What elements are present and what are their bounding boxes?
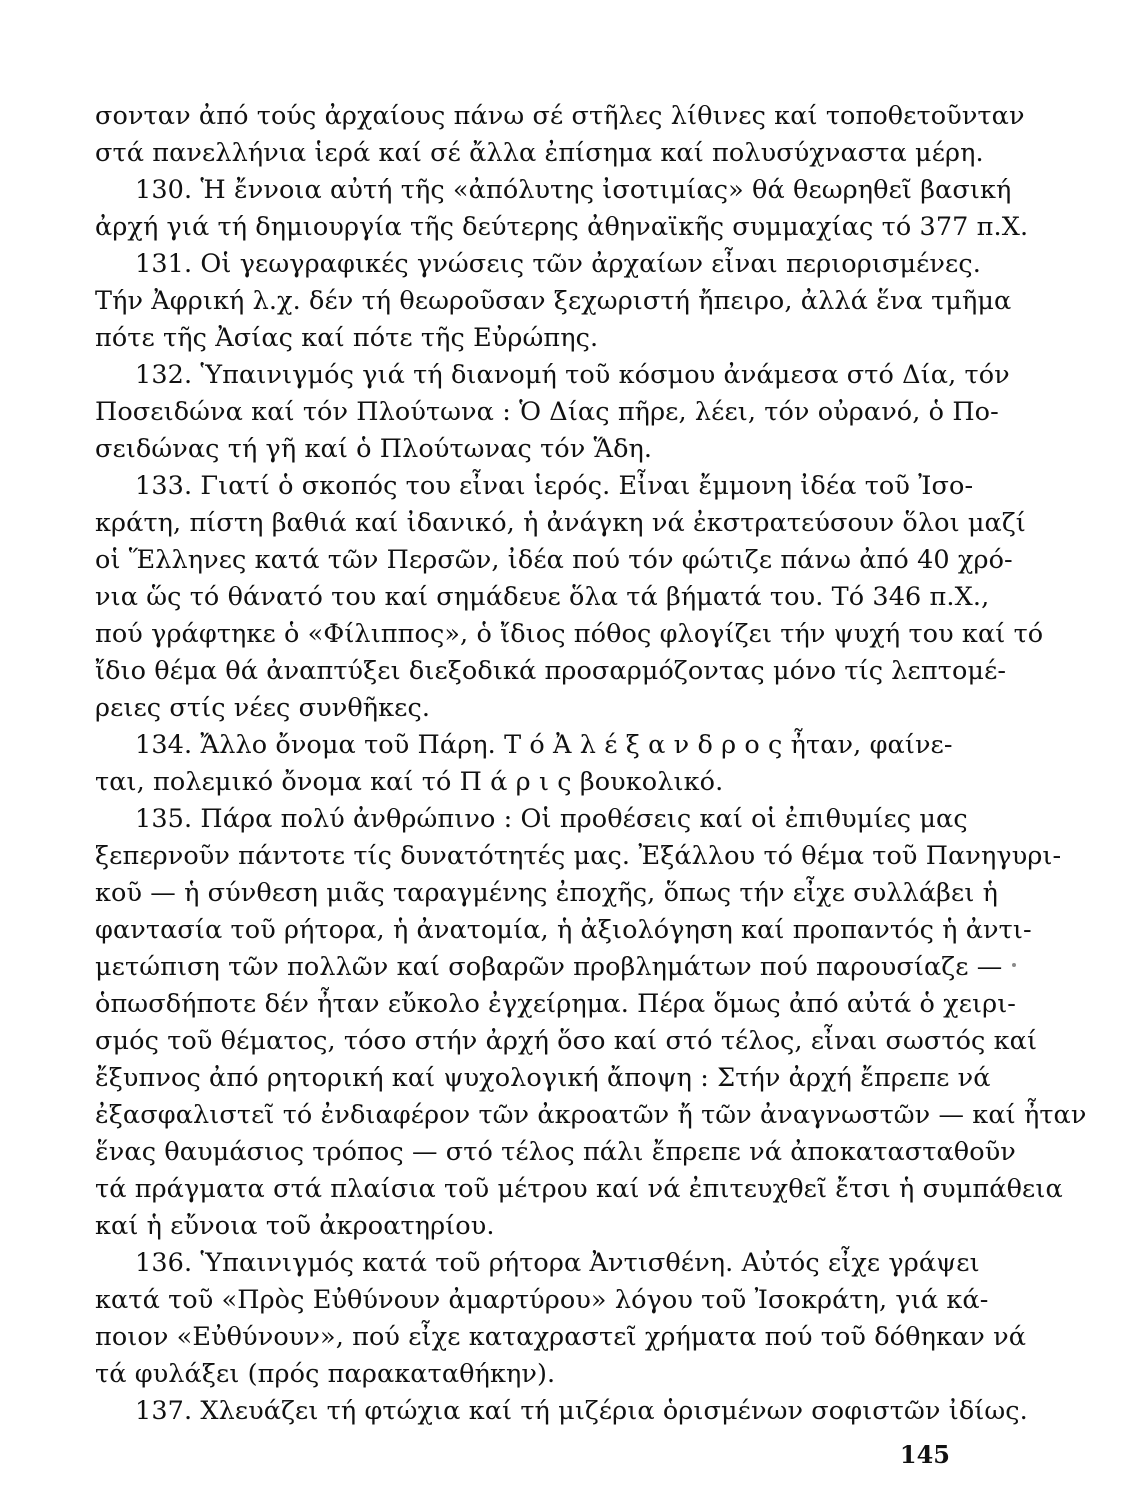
- text-line: στά πανελλήνια ἱερά καί σέ ἄλλα ἐπίσημα καί πολυσύχναστα μέρη.: [95, 138, 984, 168]
- text-line: σμός τοῦ θέματος, τόσο στήν ἀρχή ὅσο καί στό τέλος, εἶναι σωστός καί: [95, 1026, 1038, 1056]
- note-136: 136. Ὑπαινιγμός κατά τοῦ ρήτορα Ἀντισθένη. Αὐτός εἶχε γράψει: [135, 1248, 980, 1278]
- page-number: 145: [899, 1440, 950, 1469]
- text-line: κοῦ — ἡ σύνθεση μιᾶς ταραγμένης ἐποχῆς, ὅπως τήν εἶχε συλλάβει ἡ: [95, 878, 999, 908]
- text-line: πού γράφτηκε ὁ «Φίλιππος», ὁ ἴδιος πόθος φλογίζει τήν ψυχή του καί τό: [95, 619, 1044, 649]
- text-line: οἱ Ἕλληνες κατά τῶν Περσῶν, ἰδέα πού τόν φώτιζε πάνω ἀπό 40 χρό-: [95, 545, 1013, 575]
- text-line: ἀρχή γιά τή δημιουργία τῆς δεύτερης ἀθηναϊκῆς συμμαχίας τό 377 π.Χ.: [95, 212, 1029, 242]
- text-line: κατά τοῦ «Πρὸς Εὐθύνουν ἀμαρτύρου» λόγου τοῦ Ἰσοκράτη, γιά κά-: [95, 1285, 989, 1315]
- note-135: 135. Πάρα πολύ ἀνθρώπινο : Οἱ προθέσεις καί οἱ ἐπιθυμίες μας: [135, 804, 968, 834]
- text-line: ρειες στίς νέες συνθῆκες.: [95, 693, 431, 723]
- text-line: φαντασία τοῦ ρήτορα, ἡ ἀνατομία, ἡ ἀξιολόγηση καί προπαντός ἡ ἀντι-: [95, 915, 1032, 945]
- text-line: ὁπωσδήποτε δέν ἦταν εὔκολο ἐγχείρημα. Πέρα ὅμως ἀπό αὐτά ὁ χειρι-: [95, 989, 1017, 1019]
- text-line: Ποσειδώνα καί τόν Πλούτωνα : Ὁ Δίας πῆρε, λέει, τόν οὐρανό, ὁ Πο-: [95, 397, 999, 427]
- note-130: 130. Ἡ ἔννοια αὐτή τῆς «ἀπόλυτης ἰσοτιμίας» θά θεωρηθεῖ βασική: [135, 175, 1012, 205]
- text-line: πότε τῆς Ἀσίας καί πότε τῆς Εὐρώπης.: [95, 323, 599, 353]
- text-line: ἴδιο θέμα θά ἀναπτύξει διεξοδικά προσαρμόζοντας μόνο τίς λεπτομέ-: [95, 656, 1007, 686]
- text-line: ἐξασφαλιστεῖ τό ἐνδιαφέρον τῶν ἀκροατῶν ἤ τῶν ἀναγνωστῶν — καί ἦταν: [95, 1100, 1087, 1130]
- text-line: τά φυλάξει (πρός παρακαταθήκην).: [95, 1359, 556, 1389]
- text-line: ἔξυπνος ἀπό ρητορική καί ψυχολογική ἄποψη : Στήν ἀρχή ἔπρεπε νά: [95, 1063, 991, 1093]
- text-line: καί ἡ εὔνοια τοῦ ἀκροατηρίου.: [95, 1211, 495, 1241]
- text-line: μετώπιση τῶν πολλῶν καί σοβαρῶν προβλημάτων πού παρουσίαζε —: [95, 952, 1003, 982]
- note-132: 132. Ὑπαινιγμός γιά τή διανομή τοῦ κόσμου ἀνάμεσα στό Δία, τόν: [135, 360, 1010, 390]
- note-137: 137. Χλευάζει τή φτώχια καί τή μιζέρια ὁρισμένων σοφιστῶν ἰδίως.: [135, 1396, 1028, 1426]
- text-line: τά πράγματα στά πλαίσια τοῦ μέτρου καί νά ἐπιτευχθεῖ ἔτσι ἡ συμπάθεια: [95, 1174, 1063, 1204]
- text-line: κράτη, πίστη βαθιά καί ἰδανικό, ἡ ἀνάγκη νά ἐκστρατεύσουν ὅλοι μαζί: [95, 508, 1026, 538]
- note-131: 131. Οἱ γεωγραφικές γνώσεις τῶν ἀρχαίων εἶναι περιορισμένες.: [135, 249, 981, 279]
- text-line: σειδώνας τή γῆ καί ὁ Πλούτωνας τόν Ἅδη.: [95, 434, 653, 464]
- scan-speck: [1012, 963, 1016, 967]
- text-line: ἕνας θαυμάσιος τρόπος — στό τέλος πάλι ἔπρεπε νά ἀποκατασταθοῦν: [95, 1137, 1016, 1167]
- text-line: ξεπερνοῦν πάντοτε τίς δυνατότητές μας. Ἐξάλλου τό θέμα τοῦ Πανηγυρι-: [95, 841, 1062, 871]
- text-line: Τήν Ἀφρική λ.χ. δέν τή θεωροῦσαν ξεχωριστή ἤπειρο, ἀλλά ἕνα τμῆμα: [95, 286, 1012, 316]
- text-line: ποιον «Εὐθύνουν», πού εἶχε καταχραστεῖ χρήματα πού τοῦ δόθηκαν νά: [95, 1322, 1027, 1352]
- note-134: 134. Ἄλλο ὄνομα τοῦ Πάρη. Τ ό Ἀ λ έ ξ α ν δ ρ ο ς ἦταν, φαίνε-: [135, 730, 953, 760]
- text-line: ται, πολεμικό ὄνομα καί τό Π ά ρ ι ς βουκολικό.: [95, 767, 724, 797]
- note-133: 133. Γιατί ὁ σκοπός του εἶναι ἱερός. Εἶναι ἔμμονη ἰδέα τοῦ Ἰσο-: [135, 471, 974, 501]
- text-line: νια ὥς τό θάνατό του καί σημάδευε ὅλα τά βήματά του. Τό 346 π.Χ.,: [95, 582, 990, 612]
- text-line: σονταν ἀπό τούς ἀρχαίους πάνω σέ στῆλες λίθινες καί τοποθετοῦνταν: [95, 101, 1025, 131]
